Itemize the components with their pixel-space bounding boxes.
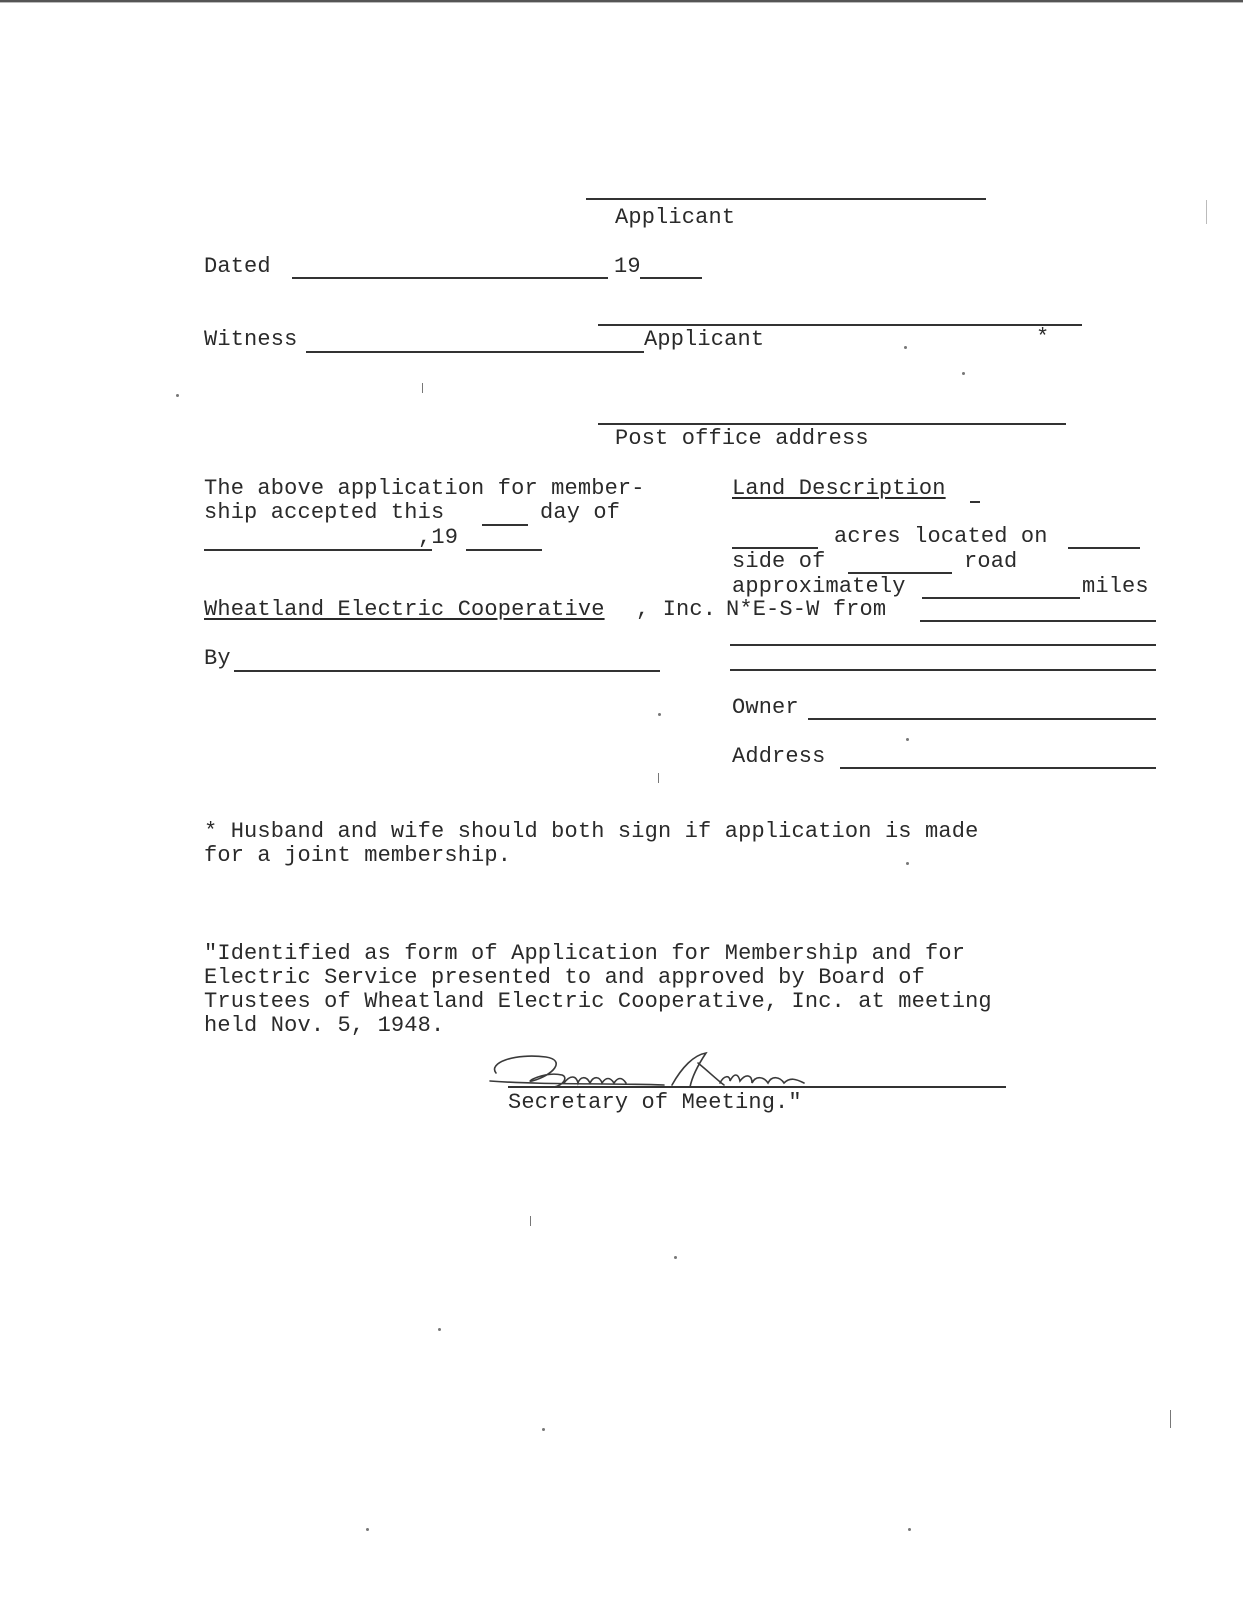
identification-line-3: Trustees of Wheatland Electric Cooperative, Inc. at meeting	[204, 989, 992, 1014]
acceptance-line-2a: ship accepted this	[204, 500, 445, 525]
miles-label: miles	[1082, 574, 1149, 599]
located-on-line	[1068, 547, 1140, 549]
acceptance-line-1: The above application for member-	[204, 476, 645, 501]
secretary-signature-line	[508, 1086, 1006, 1088]
post-office-line	[598, 423, 1066, 425]
applicant-asterisk: *	[1036, 325, 1050, 350]
owner-label: Owner	[732, 695, 799, 720]
address-line	[840, 767, 1156, 769]
land-blank-line-1	[730, 644, 1156, 646]
scan-mark	[1170, 1410, 1171, 1428]
company-name: Wheatland Electric Cooperative	[204, 597, 605, 622]
scan-speck	[904, 346, 907, 349]
company-suffix: , Inc.	[636, 597, 717, 622]
witness-line	[306, 351, 644, 353]
scan-top-edge	[0, 0, 1243, 5]
direction-label: N*E-S-W from	[726, 597, 887, 622]
scan-speck	[906, 862, 909, 865]
identification-line-4: held Nov. 5, 1948.	[204, 1013, 445, 1038]
accepted-year-prefix: ,19	[418, 525, 459, 550]
dated-year: 19	[614, 254, 641, 279]
approximately-label: approximately	[732, 574, 906, 599]
scan-speck	[542, 1428, 545, 1431]
scan-mark	[658, 773, 659, 783]
identification-line-1: "Identified as form of Application for Membership and for	[204, 941, 966, 966]
land-blank-line-2	[730, 669, 1156, 671]
post-office-label: Post office address	[615, 426, 869, 451]
scan-mark	[422, 383, 423, 393]
owner-line	[808, 718, 1156, 720]
applicant-label-2: Applicant	[644, 327, 765, 352]
scan-speck	[658, 713, 661, 716]
approximately-line	[922, 597, 1080, 599]
scan-speck	[176, 394, 179, 397]
witness-label: Witness	[204, 327, 298, 352]
scan-speck	[908, 1528, 911, 1531]
scan-mark	[530, 1216, 531, 1226]
identification-line-2: Electric Service presented to and approved by Board of	[204, 965, 926, 990]
by-line	[234, 670, 660, 672]
applicant-signature-line-2	[598, 324, 1082, 326]
applicant-signature-line-1	[586, 198, 986, 200]
by-label: By	[204, 646, 231, 671]
accepted-day-line	[482, 524, 528, 526]
scan-speck	[366, 1528, 369, 1531]
secretary-caption: Secretary of Meeting."	[508, 1090, 802, 1115]
accepted-month-line	[204, 549, 432, 551]
footnote-line-2: for a joint membership.	[204, 843, 512, 868]
scan-mark	[1206, 200, 1207, 224]
road-label: road	[964, 549, 1018, 574]
address-label: Address	[732, 744, 826, 769]
footnote-line-1: * Husband and wife should both sign if application is made	[204, 819, 979, 844]
side-of-label: side of	[732, 549, 826, 574]
scan-speck	[906, 738, 909, 741]
scan-speck	[674, 1256, 677, 1259]
dated-line	[292, 277, 608, 279]
acres-text: acres located on	[834, 524, 1048, 549]
land-heading-extension	[970, 501, 980, 503]
scan-speck	[962, 372, 965, 375]
accepted-year-line	[466, 549, 542, 551]
dated-year-line	[640, 277, 702, 279]
applicant-label-1: Applicant	[615, 205, 736, 230]
dated-label: Dated	[204, 254, 271, 279]
direction-line	[920, 620, 1156, 622]
land-description-heading: Land Description	[732, 476, 946, 501]
acceptance-line-2b: day of	[540, 500, 621, 525]
scan-speck	[438, 1328, 441, 1331]
